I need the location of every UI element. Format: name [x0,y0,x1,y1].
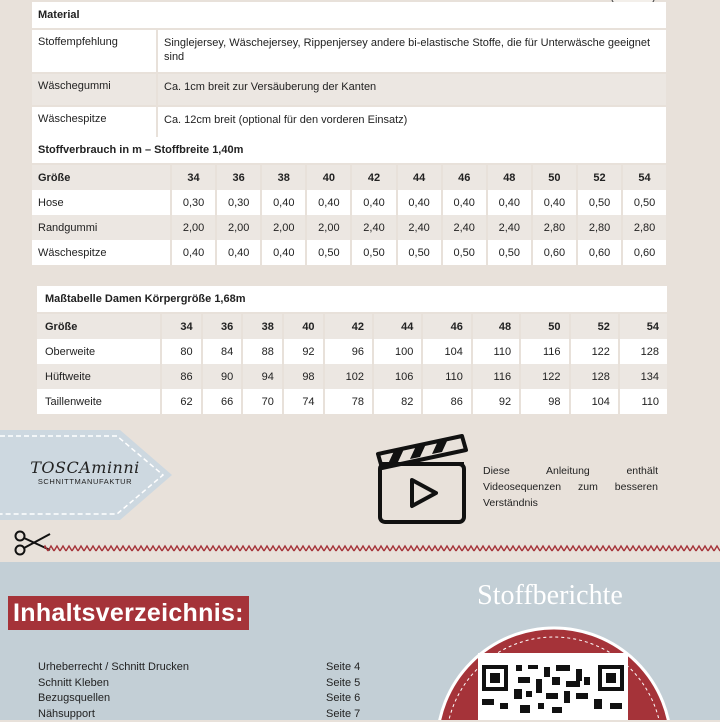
table-row [32,190,666,215]
table-cell: 2,40 [442,215,487,240]
table-row [37,364,667,389]
table-cell: 82 [373,389,422,414]
row-label: Oberweite [37,339,161,364]
brand-logo [20,458,150,486]
table-cell: 0,40 [261,190,306,215]
size-cell: 54 [622,164,666,190]
table-cell: 0,50 [351,240,396,265]
material-key: Stoffempfehlung [32,29,157,73]
table-cell: 86 [422,389,471,414]
table-cell: 88 [242,339,283,364]
table-cell: 0,40 [487,190,532,215]
table-cell: 2,80 [622,215,666,240]
logo-subtitle: SCHNITTMANUFAKTUR [20,477,150,486]
table-cell: 102 [324,364,373,389]
toc-title: Inhaltsverzeichnis: [8,596,249,630]
table-cell: 90 [202,364,243,389]
table-cell: 2,80 [577,215,622,240]
material-value: Ca. 1cm breit zur Versäuberung der Kanten [157,73,666,106]
toc-item-label: Schnitt Kleben [38,676,109,692]
size-cell: 38 [242,313,283,339]
size-cell: 36 [216,164,261,190]
material-value: Ca. 12cm breit (optional für den vorderen Einsatz) [157,106,666,139]
toc-item-page: Seite 4 [326,660,360,676]
toc-item[interactable] [38,691,370,707]
table-cell: 0,40 [442,190,487,215]
table-cell: 110 [619,389,667,414]
table-cell: 104 [422,339,471,364]
toc-item-page: Seite 7 [326,707,360,722]
size-header: Größe [37,313,161,339]
table-cell: 70 [242,389,283,414]
toc-item[interactable] [38,660,370,676]
table-cell: 62 [161,389,202,414]
table-cell: 98 [283,364,324,389]
size-cell: 42 [324,313,373,339]
table-cell: 2,00 [216,215,261,240]
toc-item-label: Bezugsquellen [38,691,110,707]
table-row [37,389,667,414]
table-cell: 92 [472,389,520,414]
table-cell: 92 [283,339,324,364]
size-cell: 38 [261,164,306,190]
size-cell: 34 [171,164,216,190]
table-cell: 0,50 [442,240,487,265]
table-cell: 0,60 [622,240,666,265]
table-cell: 2,00 [171,215,216,240]
toc-item-page: Seite 6 [326,691,360,707]
size-cell: 50 [520,313,569,339]
measure-table-title: Maßtabelle Damen Körpergröße 1,68m [37,286,667,313]
toc-item[interactable] [38,676,370,692]
table-row [37,339,667,364]
table-cell: 128 [619,339,667,364]
table-cell: 0,40 [171,240,216,265]
table-cell: 0,50 [397,240,442,265]
table-cell: 0,30 [216,190,261,215]
table-cell: 74 [283,389,324,414]
table-cell: 110 [472,339,520,364]
table-cell: 0,50 [487,240,532,265]
material-value: Singlejersey, Wäschejersey, Rippenjersey andere bi-elastische Stoffe, die für Unterwäsche geeignet sind [157,29,666,73]
table-cell: 0,40 [216,240,261,265]
table-cell: 0,40 [351,190,396,215]
table-cell: 86 [161,364,202,389]
material-key: Wäschegummi [32,73,157,106]
size-cell: 44 [373,313,422,339]
table-cell: 2,00 [306,215,351,240]
measurement-table [37,286,667,414]
size-cell: 46 [442,164,487,190]
fabric-table-header [32,164,666,190]
qr-badge[interactable] [434,625,674,720]
table-cell: 2,00 [261,215,306,240]
table-cell: 116 [472,364,520,389]
size-cell: 34 [161,313,202,339]
table-cell: 84 [202,339,243,364]
size-cell: 36 [202,313,243,339]
material-key: Wäschespitze [32,106,157,139]
table-row [32,240,666,265]
video-clapperboard-icon [374,430,470,528]
table-cell: 2,40 [351,215,396,240]
table-cell: 98 [520,389,569,414]
table-cell: 106 [373,364,422,389]
size-cell: 48 [487,164,532,190]
table-cell: 80 [161,339,202,364]
toc-item-label: Urheberrecht / Schnitt Drucken [38,660,189,676]
size-cell: 48 [472,313,520,339]
table-cell: 0,40 [261,240,306,265]
toc-item-label: Nähsupport [38,707,95,722]
table-cell: 122 [520,364,569,389]
table-cell: 0,60 [577,240,622,265]
size-cell: 44 [397,164,442,190]
table-cell: 0,60 [532,240,577,265]
table-row [32,215,666,240]
fabric-consumption-table [32,137,666,265]
zigzag-border [0,541,720,555]
table-cell: 110 [422,364,471,389]
toc-item-page: Seite 5 [326,676,360,692]
toc-list [38,660,370,722]
row-label: Randgummi [32,215,171,240]
row-label: Hose [32,190,171,215]
table-cell: 2,40 [397,215,442,240]
table-cell: 128 [570,364,619,389]
size-cell: 50 [532,164,577,190]
table-cell: 96 [324,339,373,364]
qr-code-icon [478,653,628,720]
table-cell: 66 [202,389,243,414]
table-cell: 0,50 [622,190,666,215]
table-cell: 2,40 [487,215,532,240]
table-cell: 122 [570,339,619,364]
row-label: Taillenweite [37,389,161,414]
stoffberichte-title: Stoffberichte [430,580,670,612]
table-cell: 0,50 [306,240,351,265]
row-label: Hüftweite [37,364,161,389]
table-cell: 94 [242,364,283,389]
material-table [32,2,666,140]
size-header: Größe [32,164,171,190]
video-note-text: Diese Anleitung enthält Videosequenzen zum besseren Verständnis [483,463,658,511]
size-cell: 52 [570,313,619,339]
size-cell: 54 [619,313,667,339]
size-cell: 40 [283,313,324,339]
fabric-table-title: Stoffverbrauch in m – Stoffbreite 1,40m [32,137,666,164]
size-cell: 52 [577,164,622,190]
table-cell: 0,40 [397,190,442,215]
table-cell: 134 [619,364,667,389]
table-cell: 116 [520,339,569,364]
table-cell: 104 [570,389,619,414]
measure-table-header [37,313,667,339]
material-table-title: Material [32,2,666,29]
table-cell: 100 [373,339,422,364]
table-cell: 0,40 [306,190,351,215]
table-cell: 78 [324,389,373,414]
size-cell: 46 [422,313,471,339]
size-cell: 40 [306,164,351,190]
row-label: Wäschespitze [32,240,171,265]
size-cell: 42 [351,164,396,190]
table-cell: 2,80 [532,215,577,240]
table-cell: 0,50 [577,190,622,215]
table-cell: 0,40 [532,190,577,215]
table-cell: 0,30 [171,190,216,215]
logo-name: TOSCAminni [20,458,150,477]
